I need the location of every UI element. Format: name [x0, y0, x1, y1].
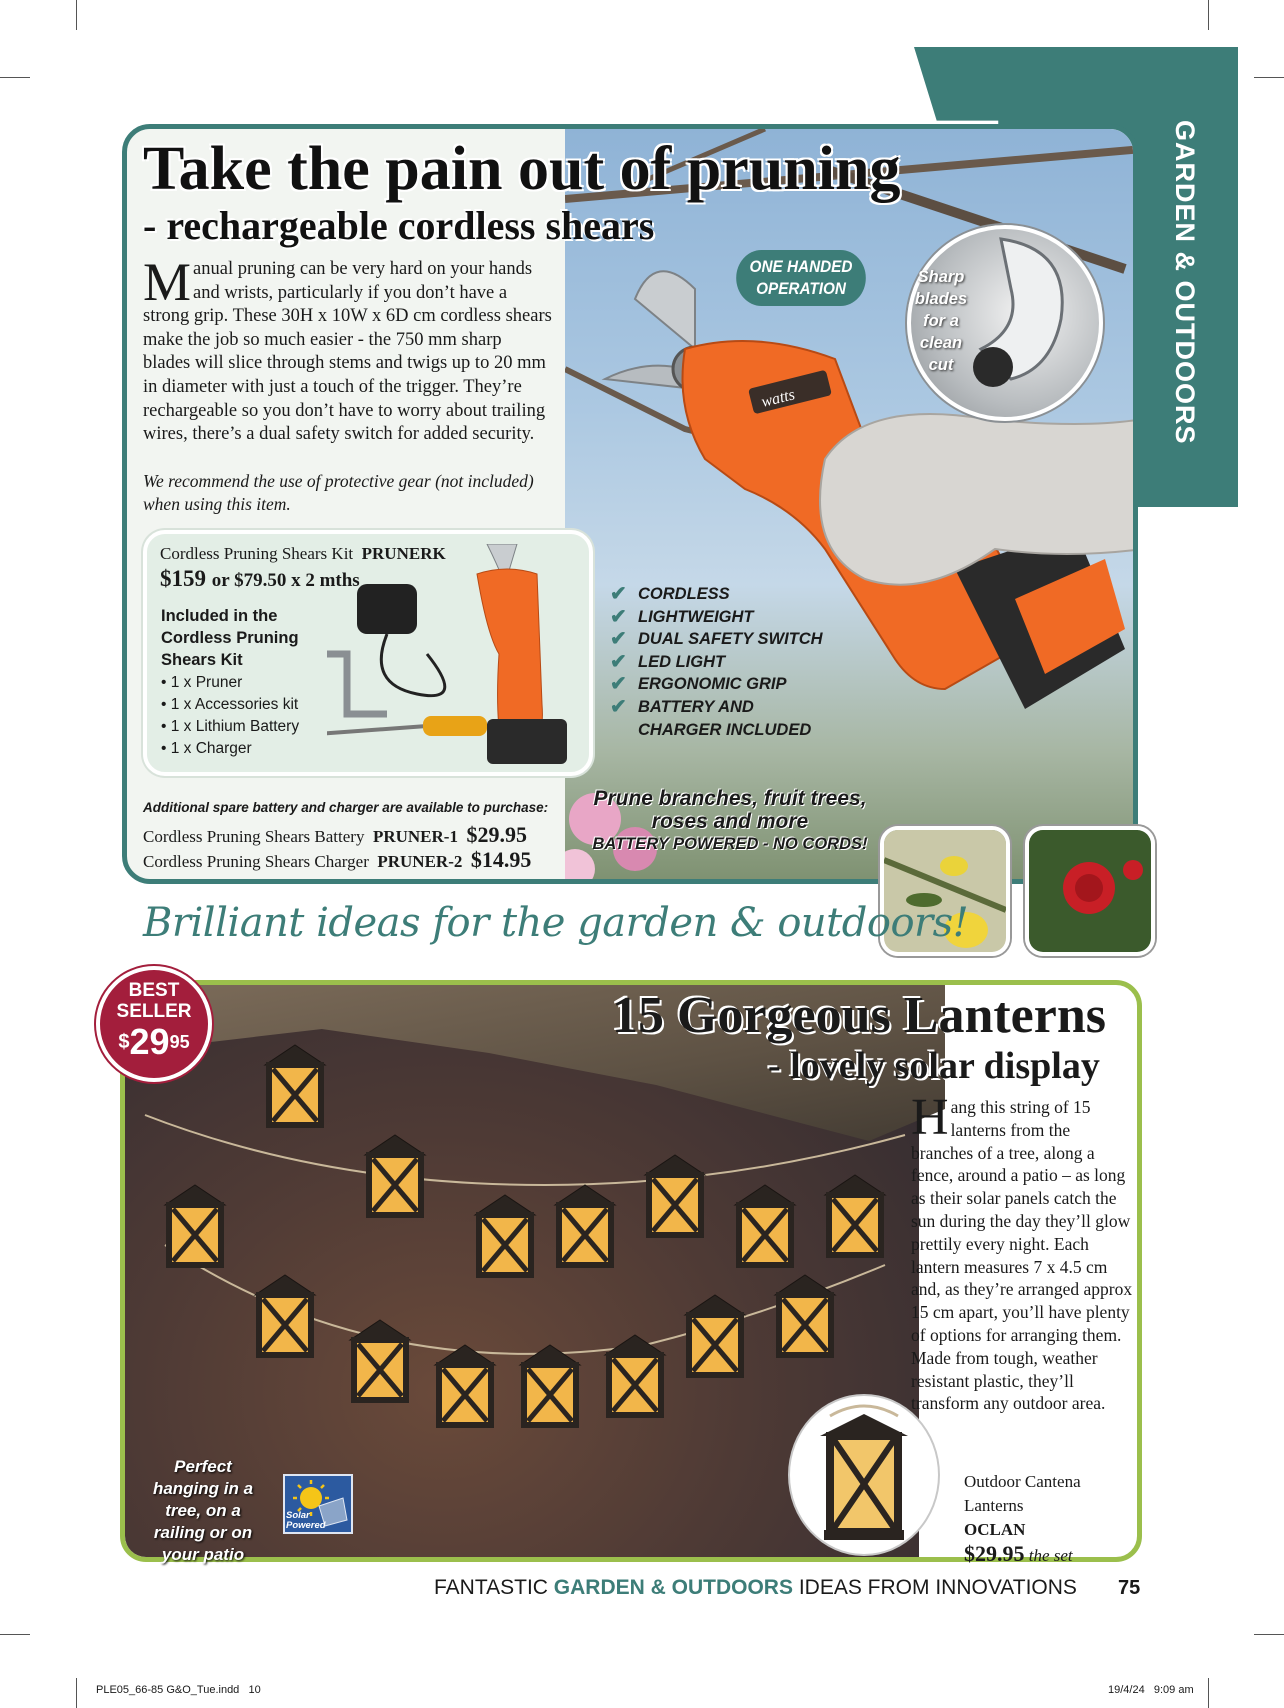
print-slug-date: 19/4/24 9:09 am [1108, 1684, 1194, 1696]
check-icon: ✔ [610, 605, 627, 628]
spare-charger-price: $14.95 [470, 847, 532, 872]
kit-installment: or $79.50 x 2 mths [211, 570, 360, 591]
lanterns-subtitle: - lovely solar display [768, 1045, 1100, 1087]
page-footer: FANTASTIC GARDEN & OUTDOORS IDEAS FROM INNOVATIONS [434, 1576, 1077, 1599]
list-item: ✔ DUAL SAFETY SWITCH [610, 628, 823, 651]
lanterns-price-line: $29.95 the set [964, 1541, 1073, 1566]
crop-mark [0, 77, 30, 78]
best-seller-price: $^{\$}29^{95}$ [118, 1021, 190, 1062]
lanterns-code: OCLAN [964, 1520, 1026, 1539]
spare-battery-price: $29.95 [466, 822, 527, 847]
list-item: ✔ LED LIGHT [610, 650, 726, 673]
list-item: • 1 x Pruner [161, 674, 243, 691]
crop-mark [1208, 1678, 1209, 1708]
brand-label: watts [759, 386, 797, 411]
spare-note: Additional spare battery and charger are available to purchase: [143, 800, 549, 815]
lanterns-title: 15 Gorgeous Lanterns [612, 987, 1106, 1044]
prune-caption: Prune branches, fruit trees, roses and more BATTERY POWERED - NO CORDS! [592, 787, 868, 853]
shears-safety-note: We recommend the use of protective gear (not included) when using this item. [143, 471, 534, 514]
lanterns-body-text: ang this string of 15 lanterns from the branches of a tree, along a fence, around a patio – as long as their solar panels catch the sun during the day they’ll glow prettily every night. Each lantern measures 7 x 4.5 cm and, as they’re arranged approx 15 cm apart, you’ll have plenty of options for arranging them. Made from tough, weather resistant plastic, they’ll transform any outdoor area. [911, 1097, 1133, 1414]
spare-battery-line: Cordless Pruning Shears Battery PRUNER-1 $29.95 [143, 822, 527, 847]
feature-list [610, 583, 838, 741]
check-icon: ✔ [610, 583, 627, 605]
kit-code: PRUNERK [361, 544, 446, 563]
sharp-blades-caption: Sharp blades for a clean cut [914, 268, 968, 374]
footer-highlight: GARDEN & OUTDOORS [553, 1576, 793, 1599]
list-item: ✔ ERGONOMIC GRIP [610, 673, 787, 696]
crop-mark [76, 0, 77, 30]
check-icon: ✔ [610, 695, 627, 718]
hanging-caption: Perfect hanging in a tree, on a railing or on your patio [152, 1457, 254, 1564]
crop-mark [1254, 1634, 1284, 1635]
print-slug-file: PLE05_66-85 G&O_Tue.indd 10 [96, 1684, 261, 1696]
kit-price: $159 or $79.50 x 2 mths [160, 566, 360, 591]
crop-mark [1208, 0, 1209, 30]
page-number: 75 [1118, 1577, 1141, 1599]
list-item: • 1 x Lithium Battery [161, 718, 300, 735]
script-heading: Brilliant ideas for the garden & outdoors! [143, 900, 969, 946]
check-icon: ✔ [610, 673, 627, 696]
crop-mark [1254, 77, 1284, 78]
crop-mark [76, 1678, 77, 1708]
crop-mark [0, 1634, 30, 1635]
drop-cap: M [143, 252, 192, 312]
shears-title: Take the pain out of pruning [143, 135, 901, 203]
lanterns-body [911, 1089, 1133, 1415]
lantern-closeup [790, 1396, 938, 1554]
kit-contents-illustration [327, 544, 577, 774]
rose-image [1029, 830, 1151, 952]
list-item: ✔ BATTERY AND CHARGER INCLUDED [610, 695, 812, 739]
spare-charger-line: Cordless Pruning Shears Charger PRUNER-2 $14.95 [143, 847, 532, 872]
lanterns-product-info: Outdoor Cantena Lanterns OCLAN $29.95 the set [964, 1470, 1104, 1568]
best-seller-label: BEST SELLER [116, 980, 192, 1022]
shears-body [143, 252, 553, 447]
check-icon: ✔ [610, 650, 627, 673]
shears-subtitle: - rechargeable cordless shears [143, 203, 655, 248]
shears-body-text: anual pruning can be very hard on your hands and wrists, particularly if you don’t have a strong grip. These 30H x 10W x 6D cm cordless shears make the job so much easier - the 750 mm sharp blades will slice through stems and twigs up to 20 mm in diameter with just a touch of the trigger. They’re rechargeable so you don’t have to worry about trailing wires, there’s a dual safety switch for added security. [143, 259, 552, 445]
kit-name: Cordless Pruning Shears Kit PRUNERK [160, 544, 446, 563]
included-list [161, 672, 299, 760]
list-item: ✔ LIGHTWEIGHT [610, 605, 754, 628]
section-tab-label: GARDEN & OUTDOORS [1170, 120, 1200, 445]
list-item: • 1 x Charger [161, 740, 252, 757]
solar-powered-label: Solar Powered [286, 1510, 326, 1531]
one-handed-badge: ONE HANDED OPERATION [736, 250, 866, 306]
list-item: • 1 x Accessories kit [161, 696, 299, 713]
list-item: ✔ CORDLESS [610, 583, 730, 605]
drop-cap: H [911, 1089, 949, 1146]
check-icon: ✔ [610, 628, 627, 651]
lantern-inset [788, 1394, 940, 1556]
rose-thumbnail [1025, 826, 1155, 956]
best-seller-badge [96, 966, 212, 1082]
included-heading: Included in the Cordless Pruning Shears Kit [161, 607, 299, 669]
